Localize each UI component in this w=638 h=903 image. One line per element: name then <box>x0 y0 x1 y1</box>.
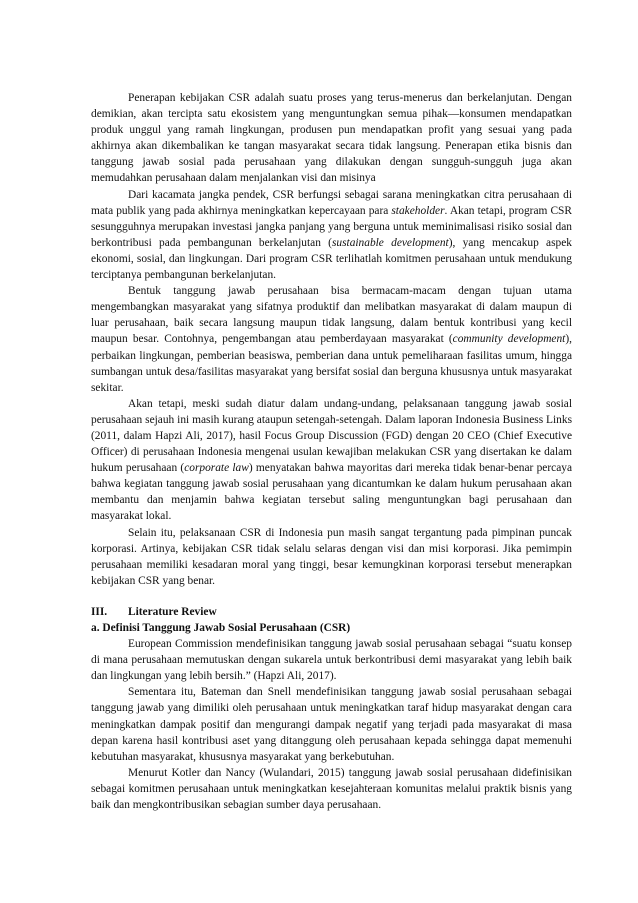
body-text-top <box>91 90 572 589</box>
subsection-heading: a. Definisi Tanggung Jawab Sosial Perusahaan (CSR) <box>91 622 351 634</box>
paragraph-short-term: Dari kacamata jangka pendek, CSR berfungsi sebagai sarana meningkatkan citra perusahaan di mata publik yang pada akhirnya meningkatkan kepercayaan para stakeholder. Akan tetapi, program CSR sesungguhnya merupakan investasi jangka panjang yang berguna untuk meminimalisasi risiko sosial dan berkontribusi pada pembangunan berkelanjutan (sustainable development), yang mencakup aspek ekonomi, sosial, dan lingkungan. Dari program CSR terlihatlah komitmen perusahaan untuk mendukung terciptanya pembangunan berkelanjutan. <box>91 188 572 282</box>
section-heading <box>91 604 572 620</box>
section-number: III. <box>91 605 108 618</box>
paragraph-csr-policy: Penerapan kebijakan CSR adalah suatu proses yang terus-menerus dan berkelanjutan. Dengan demikian, akan tercipta satu ekosistem yang menguntungkan semua pihak—konsumen mendapatkan produk unggul yang ramah lingkungan, produsen pun mendapatkan profit yang sesuai yang pada akhirnya akan dikembalikan ke tangan masyarakat secara tidak langsung. Penerapan etika bisnis dan tanggung jawab sosial pada perusahaan yang dilakukan dengan sungguh-sungguh juga akan memudahkan perusahaan dalam menjalankan visi dan misinya <box>91 92 572 185</box>
paragraph-european-commission: European Commission mendefinisikan tanggung jawab sosial perusahaan sebagai “suatu konsep di mana perusahaan memutuskan dengan sukarela untuk berkontribusi demi masyarakat yang lebih baik dan lingkungan yang lebih bersih.” (Hapzi Ali, 2017). <box>91 638 572 683</box>
paragraph-kotler-nancy: Menurut Kotler dan Nancy (Wulandari, 2015) tanggung jawab sosial perusahaan didefinisikan sebagai komitmen perusahaan untuk meningkatkan kesejahteraan komunitas melalui praktik bisnis yang baik dan mengkontribusikan sebagian sumber daya perusahaan. <box>91 766 572 812</box>
paragraph-bateman-snell: Sementara itu, Bateman dan Snell mendefinisikan tanggung jawab sosial perusahaan sebagai tanggung jawab yang dimiliki oleh perusahaan untuk meningkatkan taraf hidup masyarakat dengan cara meningkatkan dampak positif dan mengurangi dampak negatif yang terjadi pada masyarakat di masa depan karena hasil kontribusi aset yang ditanggung oleh perusahaan kepada sehingga dapat memenuhi kebutuhan masyarakat, khususnya masyarakat yang berkebutuhan. <box>91 686 572 763</box>
body-text-bottom <box>91 636 572 813</box>
paragraph-regulation: Akan tetapi, meski sudah diatur dalam undang-undang, pelaksanaan tanggung jawab sosial perusahaan sejauh ini masih kurang ataupun setengah-setengah. Dalam laporan Indonesia Business Links (2011, dalam Hapzi Ali, 2017), hasil Focus Group Discussion (FGD) dengan 20 CEO (Chief Executive Officer) di perusahaan Indonesia mengenai usulan kewajiban melakukan CSR yang disertakan ke dalam hukum perusahaan (corporate law) menyatakan bahwa mayoritas dari mereka tidak benar-benar percaya bahwa kegiatan tanggung jawab sosial perusahaan yang dicantumkan ke dalam hukum perusahaan akan membantu dan menjamin bahwa kegiatan tersebut saling menguntungkan bagi perusahaan dan masyarakat lokal. <box>91 397 572 523</box>
paragraph-forms: Bentuk tanggung jawab perusahaan bisa bermacam-macam dengan tujuan utama mengembangkan masyarakat yang sifatnya produktif dan melibatkan masyarakat di dalam maupun di luar perusahaan, baik secara langsung maupun tidak langsung, dalam bentuk kontribusi yang kecil maupun besar. Contohnya, pengembangan atau pemberdayaan masyarakat (community development), perbaikan lingkungan, pemberian beasiswa, pemberian dana untuk pemeliharaan fasilitas umum, hingga sumbangan untuk desa/fasilitas masyarakat yang bersifat sosial dan berguna khususnya untuk masyarakat sekitar. <box>91 285 572 394</box>
paragraph-leadership: Selain itu, pelaksanaan CSR di Indonesia pun masih sangat tergantung pada pimpinan puncak korporasi. Artinya, kebijakan CSR tidak selalu selaras dengan visi dan misi korporasi. Jika pemimpin perusahaan memiliki kesadaran moral yang tinggi, besar kemungkinan korporasi tersebut menerapkan kebijakan CSR yang benar. <box>91 526 572 587</box>
section-title: Literature Review <box>128 605 217 618</box>
